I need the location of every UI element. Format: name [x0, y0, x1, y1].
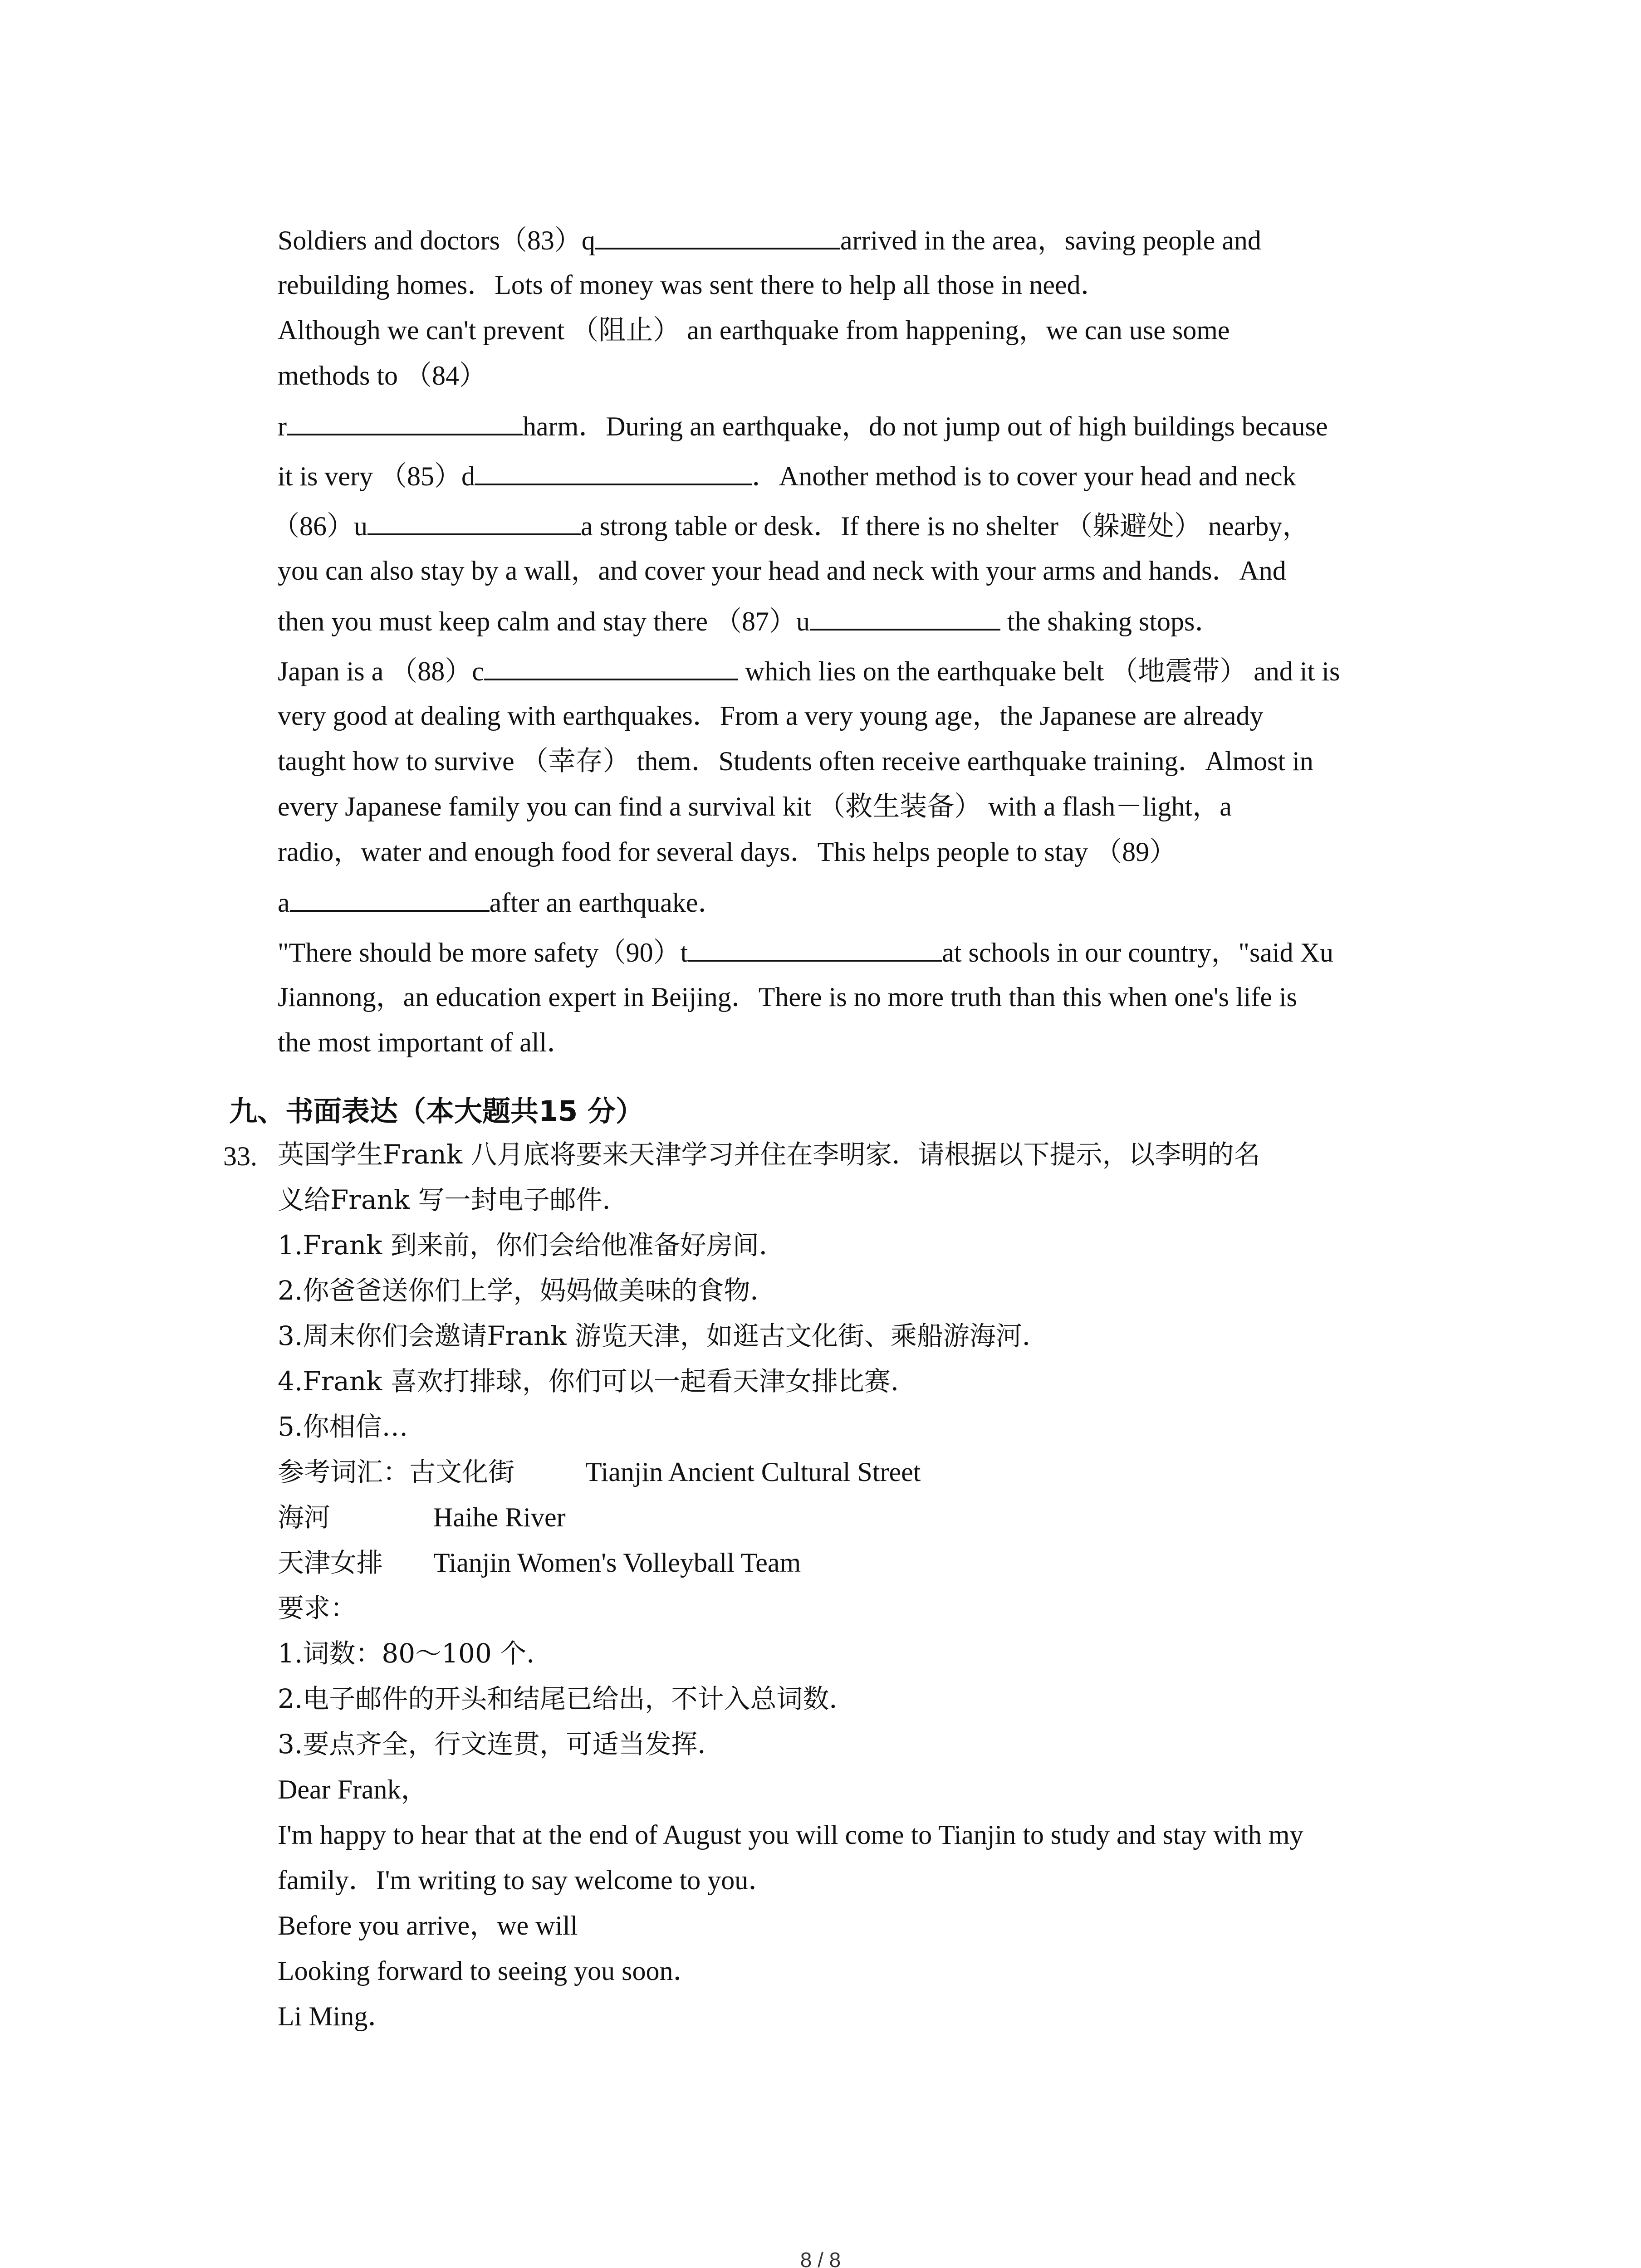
- passage-line: [278, 938, 1333, 966]
- email-closing: Looking forward to seeing you soon．: [278, 1956, 700, 1986]
- prompt-point: 2.你爸爸送你们上学，妈妈做美味的食物．: [278, 1275, 777, 1306]
- passage-line: [272, 512, 1309, 540]
- vocab-chinese: 天津女排: [278, 1547, 383, 1578]
- passage-line: [278, 226, 1261, 254]
- passage-line: [278, 462, 1296, 490]
- passage-line: you can also stay by a wall，and cover your head and neck with your arms and hands．And: [278, 556, 1286, 586]
- blank-85[interactable]: [475, 462, 752, 485]
- passage-line: methods to （84）: [278, 361, 486, 391]
- text: at schools in our country，"said Xu: [942, 938, 1333, 968]
- blank-89[interactable]: [290, 888, 490, 912]
- blank-84[interactable]: [287, 412, 523, 435]
- text: arrived in the area，saving people and: [840, 225, 1261, 255]
- blank-87[interactable]: [810, 607, 1000, 631]
- email-body-line: I'm happy to hear that at the end of August you will come to Tianjin to study and stay with my: [278, 1820, 1303, 1850]
- prompt-point: 4.Frank 喜欢打排球，你们可以一起看天津女排比赛．: [278, 1366, 917, 1397]
- text: the shaking stops．: [1000, 606, 1222, 636]
- text: Japan is a （88）c: [278, 656, 484, 686]
- requirement: 1.词数：80～100 个．: [278, 1638, 553, 1669]
- prompt-point: 1.Frank 到来前，你们会给他准备好房间．: [278, 1230, 785, 1261]
- text: it is very （85）d: [278, 461, 475, 491]
- passage-line: rebuilding homes．Lots of money was sent there to help all those in need．: [278, 270, 1108, 300]
- page-number: 8 / 8: [800, 2248, 841, 2268]
- prompt-point: 3.周末你们会邀请Frank 游览天津，如逛古文化街、乘船游海河．: [278, 1320, 1048, 1351]
- text: （86）u: [272, 511, 367, 541]
- text: a strong table or desk．If there is no shelter （躲避处） nearby，: [581, 511, 1310, 541]
- blank-90[interactable]: [688, 938, 942, 962]
- passage-line: the most important of all．: [278, 1027, 574, 1057]
- requirements-label: 要求：: [278, 1593, 357, 1623]
- text: then you must keep calm and stay there （87）u: [278, 606, 810, 636]
- passage-line: [278, 607, 1222, 635]
- passage-line: Jiannong，an education expert in Beijing．There is no more truth than this when one's life is: [278, 982, 1297, 1012]
- text: which lies on the earthquake belt （地震带） and it is: [738, 656, 1340, 686]
- passage-line: very good at dealing with earthquakes．From a very young age，the Japanese are already: [278, 701, 1264, 731]
- vocab-english: Tianjin Ancient Cultural Street: [585, 1457, 921, 1487]
- text: Soldiers and doctors（83）q: [278, 225, 595, 255]
- section-heading: 九、书面表达（本大题共15 分）: [229, 1095, 644, 1128]
- passage-line: [278, 657, 1340, 685]
- requirement: 2.电子邮件的开头和结尾已给出，不计入总词数．: [278, 1683, 856, 1714]
- passage-line: radio，water and enough food for several days．This helps people to stay （89）: [278, 837, 1177, 867]
- text: harm．During an earthquake，do not jump out of high buildings because: [522, 411, 1328, 441]
- passage-line: taught how to survive （幸存） them．Students often receive earthquake training．Almost in: [278, 746, 1313, 776]
- text: "There should be more safety（90）t: [278, 938, 688, 968]
- text: ．Another method is to cover your head and neck: [751, 461, 1296, 491]
- vocab-english: Haihe River: [433, 1502, 566, 1532]
- passage-line: Although we can't prevent （阻止） an earthquake from happening，we can use some: [278, 315, 1230, 345]
- text: after an earthquake．: [489, 888, 725, 918]
- question-prompt-line: 英国学生Frank 八月底将要来天津学习并住在李明家．请根据以下提示，以李明的名: [278, 1139, 1260, 1170]
- text: a: [278, 888, 290, 918]
- question-prompt-line: 义给Frank 写一封电子邮件．: [278, 1184, 629, 1215]
- prompt-point: 5.你相信…: [278, 1411, 408, 1442]
- vocab-label: 参考词汇：古文化街: [278, 1457, 515, 1487]
- blank-88[interactable]: [484, 657, 738, 680]
- email-signature: Li Ming．: [278, 2001, 395, 2031]
- question-number: 33.: [223, 1141, 257, 1171]
- passage-line: [278, 412, 1328, 440]
- email-body-line: family．I'm writing to say welcome to you．: [278, 1865, 776, 1895]
- blank-86[interactable]: [367, 512, 581, 535]
- vocab-chinese: 海河: [278, 1502, 331, 1533]
- passage-line: every Japanese family you can find a survival kit （救生装备） with a flash－light，a: [278, 792, 1232, 821]
- blank-83[interactable]: [595, 226, 840, 249]
- passage-line: [278, 888, 725, 916]
- vocab-english: Tianjin Women's Volleyball Team: [433, 1548, 801, 1578]
- text: r: [278, 411, 287, 441]
- requirement: 3.要点齐全，行文连贯，可适当发挥．: [278, 1729, 724, 1760]
- email-greeting: Dear Frank，: [278, 1774, 428, 1804]
- email-body-line: Before you arrive，we will: [278, 1911, 578, 1941]
